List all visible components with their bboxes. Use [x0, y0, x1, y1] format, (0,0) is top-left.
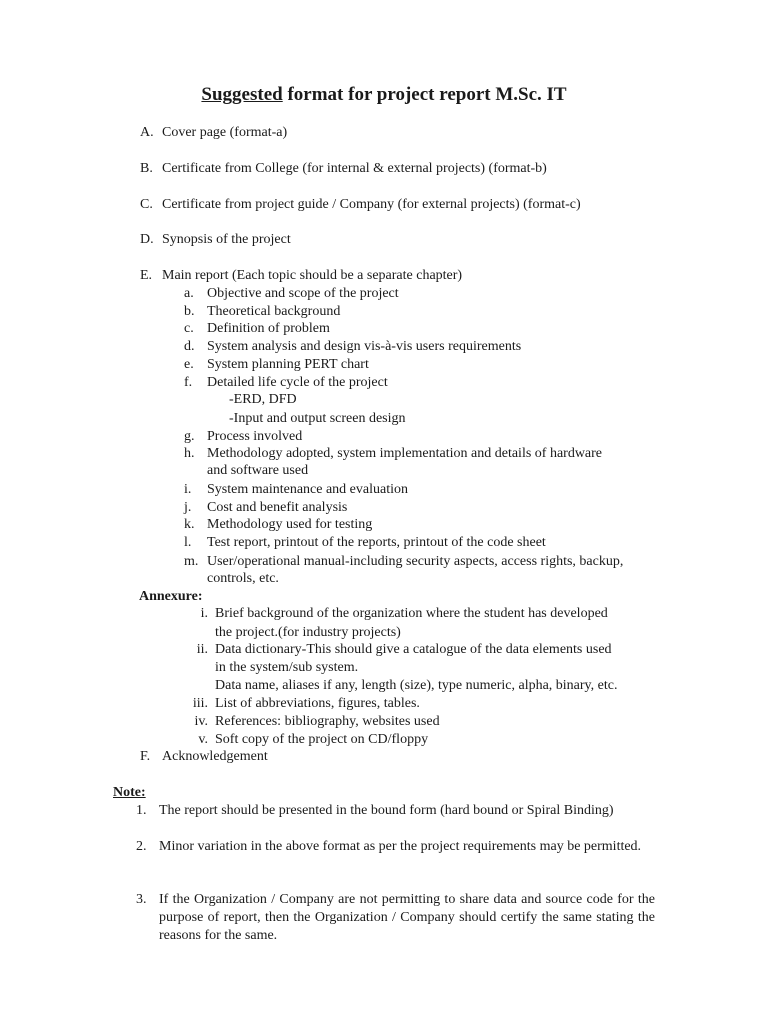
- annexure-item: Data dictionary-This should give a catalogue of the data elements used: [215, 642, 612, 657]
- title-underlined-word: Suggested: [201, 84, 283, 105]
- section-e-text: Main report (Each topic should be a separate chapter): [162, 268, 463, 283]
- annexure-heading: Annexure:: [139, 589, 203, 604]
- main-report-item: Cost and benefit analysis: [207, 500, 348, 515]
- annexure-item-continued: the project.(for industry projects): [215, 625, 401, 640]
- main-report-item: Objective and scope of the project: [207, 286, 399, 301]
- main-report-item: Definition of problem: [207, 321, 330, 336]
- main-report-item: Detailed life cycle of the project: [207, 375, 388, 390]
- main-report-item: Theoretical background: [207, 304, 341, 319]
- note-item-marker: 1.: [136, 803, 147, 818]
- main-report-item: Process involved: [207, 429, 303, 444]
- main-report-item-marker: d.: [184, 339, 195, 354]
- annexure-item: Brief background of the organization where the student has developed: [215, 606, 608, 621]
- main-report-item-marker: b.: [184, 304, 195, 319]
- note-item: The report should be presented in the bound form (hard bound or Spiral Binding): [159, 803, 614, 818]
- main-report-item: User/operational manual-including security aspects, access rights, backup,: [207, 554, 624, 569]
- section-b-text: Certificate from College (for internal & external projects) (format-b): [162, 161, 547, 176]
- note-item: Minor variation in the above format as per the project requirements may be permitted.: [159, 839, 642, 854]
- main-report-item-marker: j.: [184, 500, 192, 515]
- annexure-item-continued: in the system/sub system.: [215, 660, 359, 675]
- main-report-item-continued: and software used: [207, 463, 309, 478]
- section-e-marker: E.: [140, 268, 153, 283]
- main-report-item-marker: a.: [184, 286, 194, 301]
- annexure-item-marker: v.: [198, 732, 208, 747]
- section-d-marker: D.: [140, 232, 154, 247]
- main-report-item-continued: controls, etc.: [207, 571, 279, 586]
- note-heading: Note:: [113, 785, 146, 800]
- main-report-item-marker: e.: [184, 357, 194, 372]
- note-item-marker: 2.: [136, 839, 147, 854]
- main-report-item-marker: i.: [184, 482, 192, 497]
- annexure-item: References: bibliography, websites used: [215, 714, 440, 729]
- main-report-item: System planning PERT chart: [207, 357, 369, 372]
- section-c-marker: C.: [140, 197, 153, 212]
- main-report-subitem: -ERD, DFD: [229, 392, 297, 407]
- main-report-item-marker: f.: [184, 375, 193, 390]
- annexure-item-marker: i.: [200, 606, 208, 621]
- main-report-item-marker: m.: [184, 554, 199, 569]
- annexure-item-marker: ii.: [196, 642, 208, 657]
- section-a-text: Cover page (format-a): [162, 125, 288, 140]
- section-c-text: Certificate from project guide / Company (for external projects) (format-c): [162, 197, 581, 212]
- section-f-marker: F.: [140, 749, 151, 764]
- main-report-item-marker: h.: [184, 446, 195, 461]
- section-a-marker: A.: [140, 125, 154, 140]
- main-report-item: Methodology used for testing: [207, 517, 373, 532]
- annexure-item-continued: Data name, aliases if any, length (size), type numeric, alpha, binary, etc.: [215, 678, 618, 693]
- annexure-item-marker: iv.: [194, 714, 208, 729]
- annexure-item: List of abbreviations, figures, tables.: [215, 696, 420, 711]
- section-b-marker: B.: [140, 161, 153, 176]
- main-report-item-marker: c.: [184, 321, 194, 336]
- annexure-item: Soft copy of the project on CD/floppy: [215, 732, 429, 747]
- main-report-item: Test report, printout of the reports, printout of the code sheet: [207, 535, 546, 550]
- note-item: If the Organization / Company are not permitting to share data and source code for the purpose of report, then the Organization / Company should certify the same stating the reasons for the same.: [159, 892, 655, 943]
- main-report-subitem: -Input and output screen design: [229, 411, 406, 426]
- page-title: [0, 82, 768, 108]
- main-report-item: System analysis and design vis-à-vis users requirements: [207, 339, 522, 354]
- main-report-item: System maintenance and evaluation: [207, 482, 408, 497]
- main-report-item-marker: k.: [184, 517, 195, 532]
- main-report-item-marker: g.: [184, 429, 195, 444]
- main-report-item: Methodology adopted, system implementation and details of hardware: [207, 446, 603, 461]
- main-report-item-marker: l.: [184, 535, 192, 550]
- section-d-text: Synopsis of the project: [162, 232, 291, 247]
- annexure-item-marker: iii.: [192, 696, 208, 711]
- title-rest: format for project report M.Sc. IT: [282, 84, 567, 105]
- section-f-text: Acknowledgement: [162, 749, 268, 764]
- note-item-marker: 3.: [136, 892, 147, 907]
